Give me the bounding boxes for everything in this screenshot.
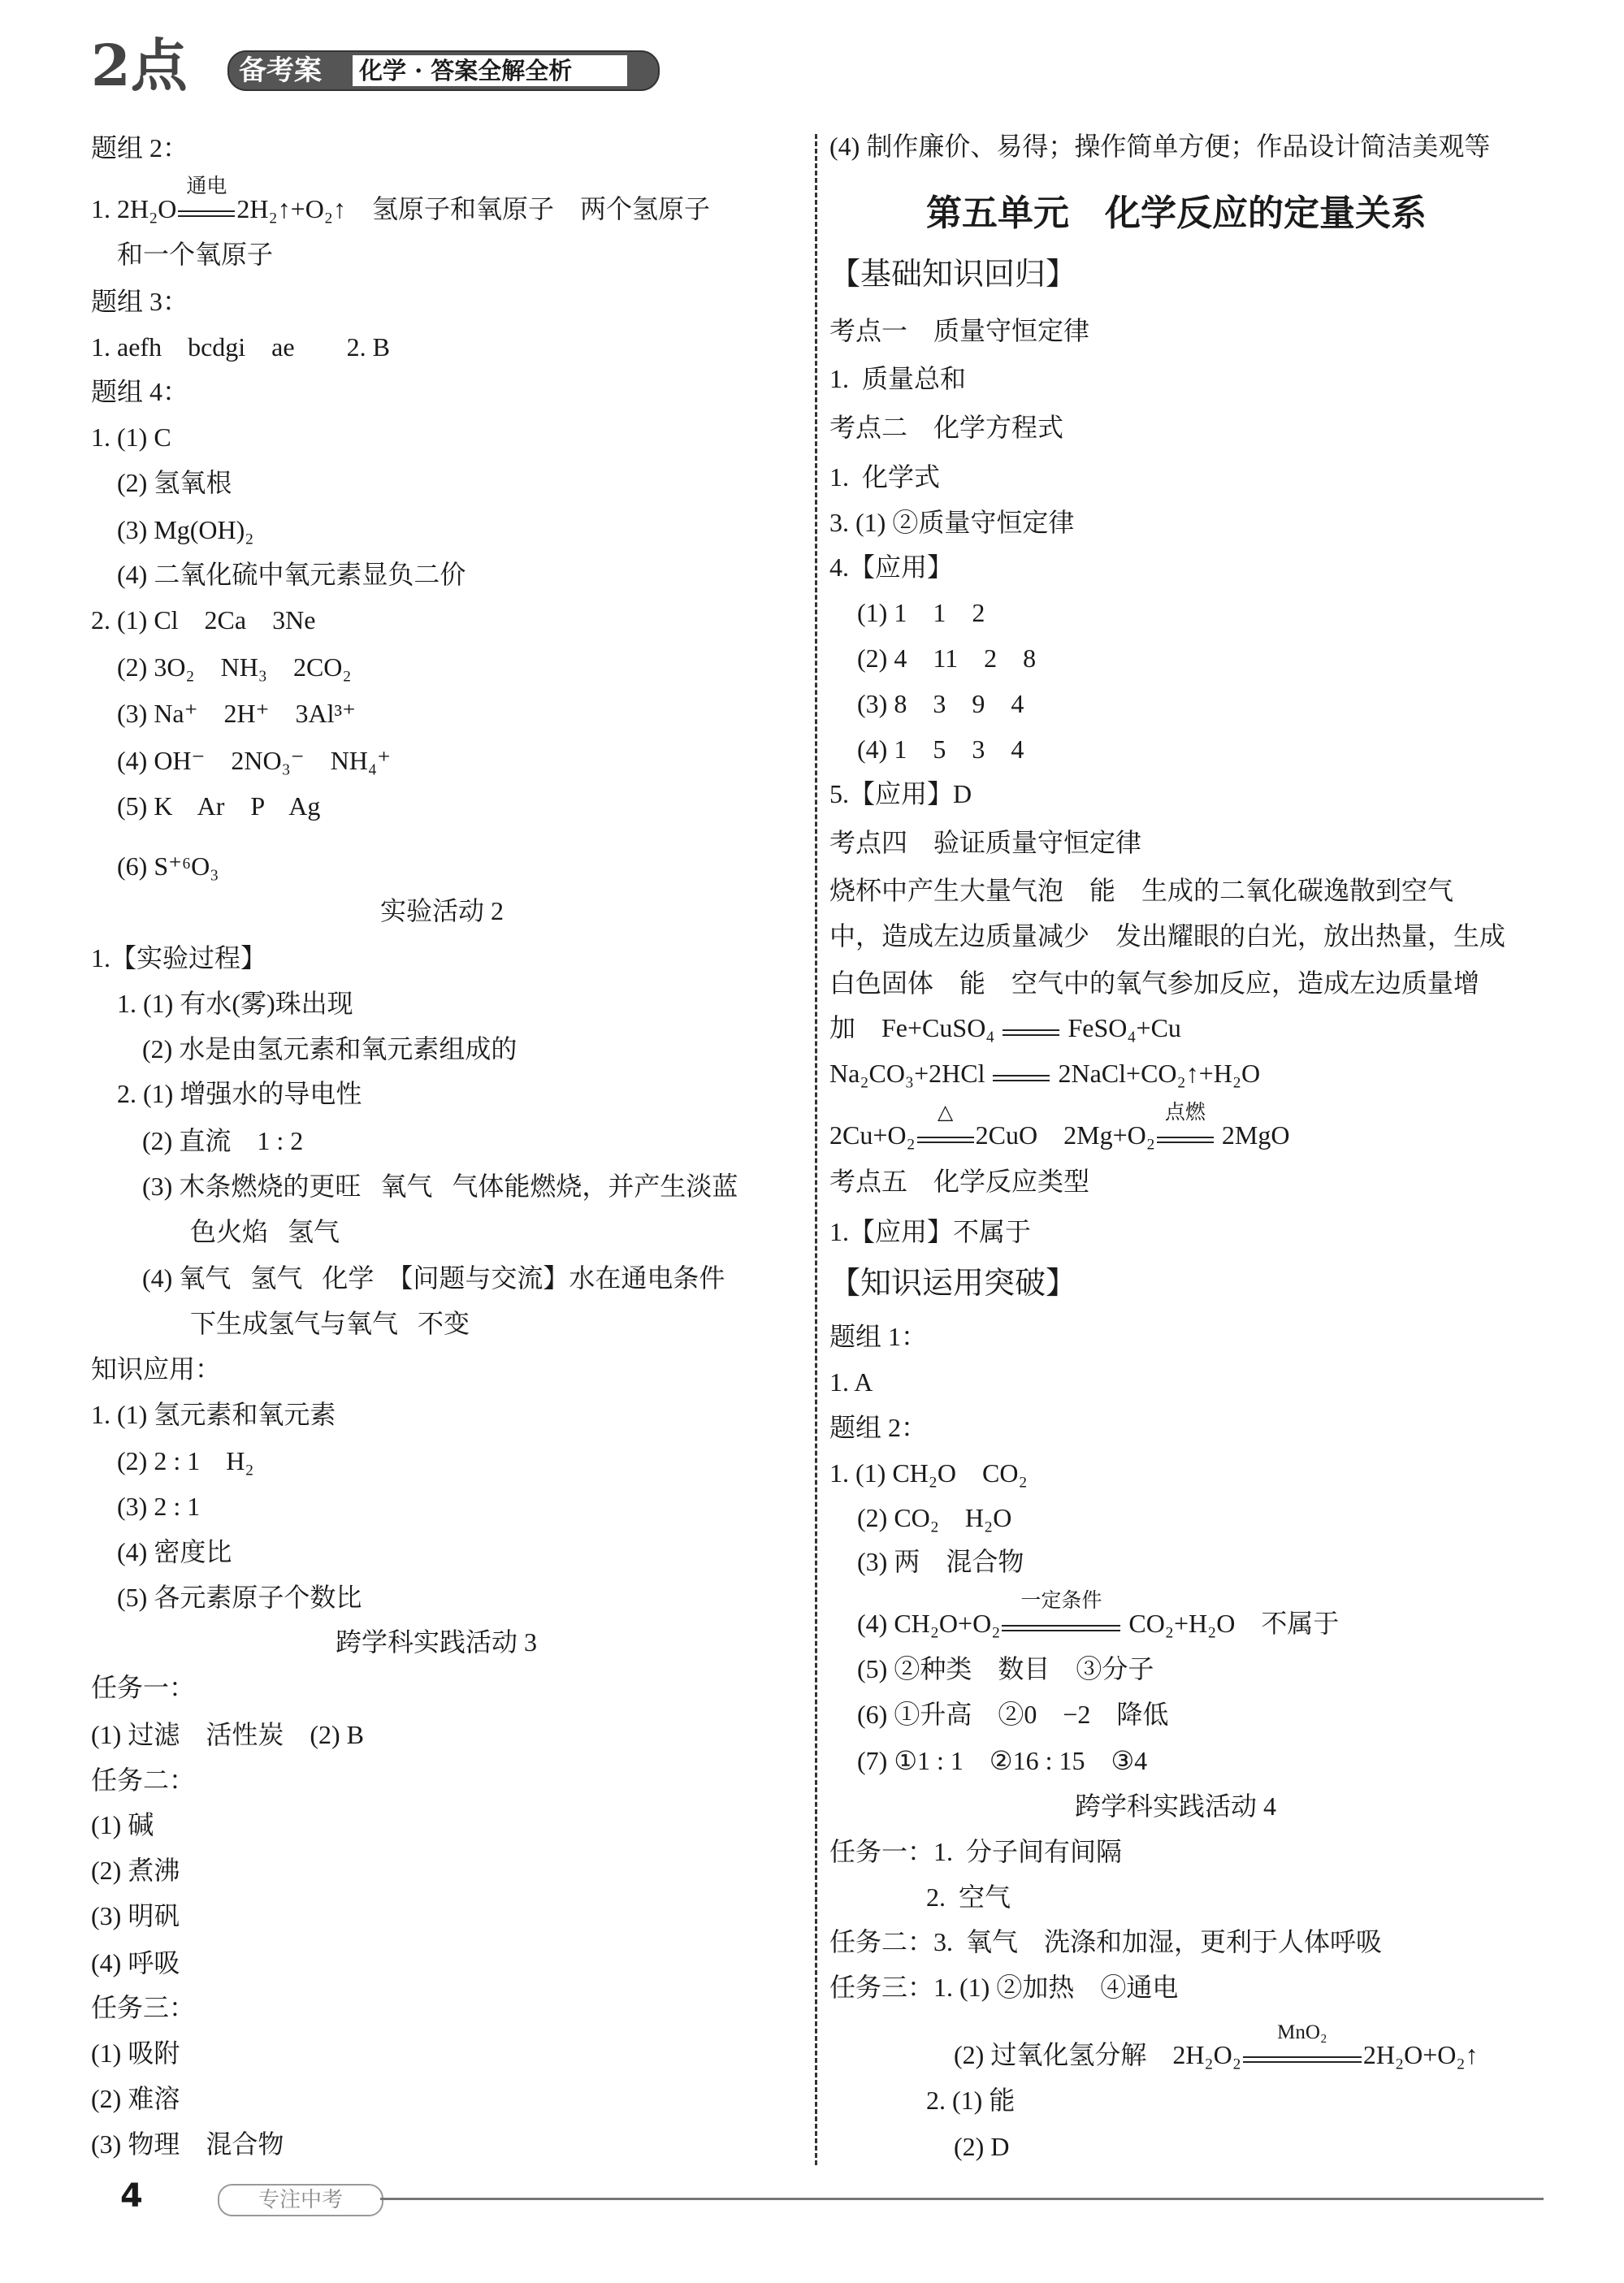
right-line: 【基础知识回归】 [829,258,1077,292]
right-line: (6) ①升高 ②0 −2 降低 [857,1700,1169,1729]
left-line [91,175,710,232]
left-line: 跨学科实践活动 3 [336,1627,538,1657]
left-line: 2. (1) 增强水的导电性 [117,1079,362,1108]
right-line: 中，造成左边质量减少 发出耀眼的白光，放出热量，生成 [829,921,1506,951]
equation-rhs: 2H₂↑+O₂↑ 氢原子和氧原子 两个氢原子 [236,194,710,223]
left-line: (3) 明矾 [91,1901,180,1930]
double-equals-sign [1243,2056,1362,2063]
reaction-condition: 一定条件 [1020,1590,1102,1612]
left-line: 2. (1) Cl 2Ca 3Ne [91,605,316,635]
left-line: (3) Mg(OH)₂ [117,515,254,544]
right-line: 任务二：3. 氧气 洗涤和加湿，更利于人体呼吸 [829,1927,1383,1956]
left-line: (5) K Ar P Ag [117,791,321,821]
left-line: 任务一： [91,1673,196,1702]
right-line: (1) 1 1 2 [857,598,985,627]
right-line: 考点二 化学方程式 [829,413,1064,442]
right-line: (4) 制作廉价、易得；操作简单方便；作品设计简洁美观等 [829,132,1491,161]
reaction-condition-arrow [916,1102,976,1158]
left-line: (2) 水是由氢元素和氧元素组成的 [142,1034,518,1064]
left-line: (4) 呼吸 [91,1948,180,1978]
equation-rhs: CO₂+H₂O 不属于 [1122,1609,1340,1638]
left-line: (1) 碱 [91,1810,154,1839]
reaction-condition: 通电 [186,175,227,197]
left-line: 1. aefh bcdgi ae 2. B [91,332,390,362]
left-line: 题组 4： [91,377,189,406]
right-line [954,2021,1479,2077]
double-equals-sign [993,1075,1050,1081]
right-line [857,1590,1340,1646]
right-line: (2) 4 11 2 8 [857,643,1037,673]
equation-lhs: 加 Fe+CuSO₄ [829,1013,1002,1042]
equation-rhs: 2MgO [1215,1120,1290,1150]
logo-text: 2点 [91,32,188,99]
header-banner [227,50,660,91]
right-line: (3) 8 3 9 4 [857,689,1024,718]
right-line: 跨学科实践活动 4 [1075,1791,1277,1821]
left-line: 任务三： [91,1993,196,2022]
right-line: (2) D [954,2132,1010,2161]
left-line: (3) Na⁺ 2H⁺ 3Al³⁺ [117,699,356,728]
right-line: 5.【应用】D [829,779,972,808]
left-line: 1. (1) 有水(雾)珠出现 [117,989,353,1018]
right-line: 题组 2： [829,1413,928,1442]
right-line: 【知识运用突破】 [829,1267,1077,1301]
right-line: 1. (1) CH₂O CO₂ [829,1458,1028,1488]
left-line: 1.【实验过程】 [91,943,267,973]
equation-rhs: 2NaCl+CO₂↑+H₂O [1051,1059,1261,1088]
reaction-condition-arrow [991,1051,1051,1096]
right-line: 第五单元 化学反应的定量关系 [926,193,1427,233]
left-line: (3) 2 : 1 [117,1492,201,1521]
left-line: 题组 2： [91,133,189,162]
right-line: (7) ①1 : 1 ②16 : 15 ③4 [857,1746,1148,1775]
right-line: 任务三：1. (1) ②加热 ④通电 [829,1973,1179,2002]
left-line: (1) 过滤 活性炭 (2) B [91,1720,364,1749]
right-line: (3) 两 混合物 [857,1547,1024,1576]
reaction-condition-arrow [1155,1102,1215,1158]
right-line: 白色固体 能 空气中的氧气参加反应，造成左边质量增 [829,968,1480,998]
reaction-condition: 点燃 [1164,1102,1206,1124]
right-line: 4.【应用】 [829,552,954,582]
reaction-condition: MnO₂ [1277,2021,1327,2043]
column-divider [815,134,817,2165]
right-line: 烧杯中产生大量气泡 能 生成的二氧化碳逸散到空气 [829,876,1454,905]
right-line: 2. (1) 能 [926,2086,1016,2115]
left-line: (4) 氧气 氢气 化学 【问题与交流】水在通电条件 [142,1263,725,1293]
reaction-condition-arrow [176,175,236,232]
reaction-condition-arrow [1000,1590,1122,1646]
reaction-condition-arrow [1241,2021,1363,2077]
double-equals-sign [917,1137,974,1143]
right-line [829,1005,1181,1051]
equation-rhs: 2CuO 2Mg+O₂ [975,1120,1155,1150]
double-equals-sign [1157,1137,1214,1143]
left-line: 1. (1) 氢元素和氧元素 [91,1400,336,1429]
left-line: (2) 2 : 1 H₂ [117,1446,254,1475]
left-line: (2) 氢氧根 [117,468,232,497]
footer-rule [380,2198,1544,2200]
right-line: 2. 空气 [926,1882,1011,1912]
left-line: 色火焰 氢气 [190,1217,340,1246]
left-line: (2) 煮沸 [91,1856,180,1885]
left-line: 任务二： [91,1765,196,1795]
series-name: 备考案 [239,54,322,87]
left-line: (4) 二氧化硫中氧元素显负二价 [117,560,466,589]
left-line: (2) 直流 1 : 2 [142,1126,304,1155]
right-line: 1.【应用】不属于 [829,1217,1032,1246]
equation-lhs: (4) CH₂O+O₂ [857,1609,1001,1638]
left-line: 题组 3： [91,287,189,316]
equation-lhs: Na₂CO₃+2HCl [829,1059,992,1088]
left-line: (4) OH⁻ 2NO₃⁻ NH₄⁺ [117,746,391,775]
right-line: (2) CO₂ H₂O [857,1503,1012,1532]
logo [91,32,213,99]
right-line [829,1102,1290,1158]
double-equals-sign [1003,1029,1059,1036]
left-line: (2) 难溶 [91,2084,180,2113]
right-line: 1. 质量总和 [829,364,967,393]
right-line: 题组 1： [829,1322,928,1351]
left-line: (3) 物理 混合物 [91,2129,284,2159]
left-line: (1) 吸附 [91,2038,180,2068]
footer-tag: 专注中考 [218,2184,383,2216]
right-line: (5) ②种类 数目 ③分子 [857,1654,1154,1683]
left-line: 下生成氢气与氧气 不变 [190,1309,470,1338]
left-line: (2) 3O₂ NH₃ 2CO₂ [117,652,352,682]
left-line: 1. (1) C [91,422,171,452]
right-line: 任务一：1. 分子间有间隔 [829,1837,1123,1866]
right-line: 1. 化学式 [829,462,941,492]
left-line: (6) S⁺⁶O₃ [117,851,219,881]
right-line: (4) 1 5 3 4 [857,734,1024,764]
right-line: 3. (1) ②质量守恒定律 [829,508,1075,537]
left-line: (3) 木条燃烧的更旺 氧气 气体能燃烧，并产生淡蓝 [142,1172,738,1201]
left-line: (4) 密度比 [117,1537,232,1566]
header-subtitle: 化学 · 答案全解全析 [353,55,627,86]
equation-rhs: 2H₂O+O₂↑ [1362,2040,1479,2069]
left-line: (5) 各元素原子个数比 [117,1583,362,1612]
reaction-condition-arrow [1001,1005,1061,1051]
page-number: 4 [120,2177,143,2215]
equation-lhs: (2) 过氧化氢分解 2H₂O₂ [954,2040,1241,2069]
equation-lhs: 1. 2H₂O [91,194,177,223]
double-equals-sign [1002,1625,1120,1631]
left-line: 实验活动 2 [380,896,505,925]
equation-rhs: FeSO₄+Cu [1061,1013,1181,1042]
right-line: 考点五 化学反应类型 [829,1167,1090,1196]
left-line: 和一个氧原子 [117,240,274,269]
right-line [829,1051,1260,1096]
right-line: 考点四 验证质量守恒定律 [829,828,1142,857]
right-line: 1. A [829,1367,873,1397]
double-equals-sign [178,210,235,217]
right-line: 考点一 质量守恒定律 [829,316,1090,345]
left-line: 知识应用： [91,1354,222,1384]
equation-lhs: 2Cu+O₂ [829,1120,916,1150]
reaction-condition: △ [938,1102,954,1124]
